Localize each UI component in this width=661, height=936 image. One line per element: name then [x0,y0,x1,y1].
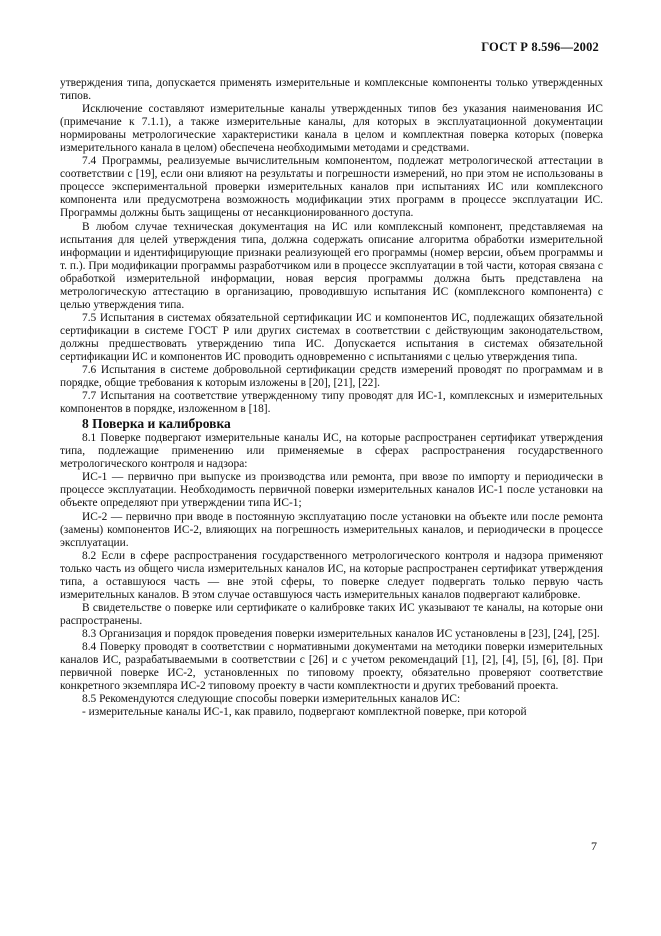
list-item: - измерительные каналы ИС-1, как правило, подвергают комплектной поверке, при которой [82,706,527,719]
document-header: ГОСТ Р 8.596—2002 [481,40,599,54]
section-heading: 8 Поверка и калибровка [82,416,231,432]
paragraph: ИС-2 — первично при вводе в постоянную эксплуатацию после установки на объекте или после ремонта (замены) компонентов ИС-2, влияющих на погрешность измерительных каналов, и периодически в процессе эксплуатации. [60,510,603,549]
paragraph: В свидетельстве о поверке или сертификате о калибровке таких ИС указывают те каналы, на которые они распространены. [60,601,603,627]
paragraph-8-2: 8.2 Если в сфере распространения государственного метрологического контроля и надзора применяют только часть из общего числа измерительных каналов ИС, на которые распространен сертификат утверждения типа, а оставшуюся часть — вне этой сферы, то поверке следует подвергать только первую часть измерительных каналов. В этом случае оставшуюся часть измерительных каналов подвергают калибровке. [60,549,603,601]
page-body [60,77,603,719]
paragraph-7-4: 7.4 Программы, реализуемые вычислительным компонентом, подлежат метрологической аттестации в соответствии с [19], если они влияют на результаты и погрешности измерений, но при этом не использованы в процессе экспериментальной проверки измерительных каналов при испытаниях ИС или комплексного компонента или предусмотрена возможность модификации этих программ в процессе эксплуатации ИС. Программы должны быть защищены от несанкционированного доступа. [60,155,603,220]
paragraph: ИС-1 — первично при выпуске из производства или ремонта, при ввозе по импорту и периодически в процессе эксплуатации. Необходимость первичной поверки измерительных каналов ИС-1 после установки на объекте определяют при утверждении типа ИС-1; [60,471,603,510]
paragraph-7-5: 7.5 Испытания в системах обязательной сертификации ИС и компонентов ИС, подлежащих обязательной сертификации в системе ГОСТ Р или других системах в соответствии с действующим законодательством, должны предшествовать утверждению типа ИС. Допускается испытания в системах обязательной сертификации ИС и компонентов ИС проводить одновременно с испытаниями с целью утверждения типа. [60,311,603,363]
paragraph: В любом случае техническая документация на ИС или комплексный компонент, представляемая на испытания для целей утверждения типа, должна содержать описание алгоритма обработки измерительной информации и идентифицирующие признаки реализующей его программы (номер версии, объем программы и т. п.). При модификации программы разработчиком или в процессе эксплуатации в той части, которая связана с обработкой измерительной информации, новая версия программы должна быть представлена на метрологическую аттестацию в организацию, проводившую испытания ИС (комплексного компонента) с целью утверждения типа. [60,220,603,311]
page-number: 7 [591,839,597,853]
paragraph-8-5: 8.5 Рекомендуются следующие способы поверки измерительных каналов ИС: [82,693,461,706]
paragraph-8-4: 8.4 Поверку проводят в соответствии с нормативными документами на методики поверки измерительных каналов ИС, разрабатываемыми в соответствии с [26] и с учетом рекомендаций [1], [2], [4], [5], [6], [8]. При первичной поверке ИС-2, установленных по типовому проекту, обязательно проверяют соответствие конкретного экземпляра ИС-2 типовому проекту в части комплектности и других требований проекта. [60,640,603,693]
paragraph-8-1: 8.1 Поверке подвергают измерительные каналы ИС, на которые распространен сертификат утверждения типа, подлежащие применению или применяемые в сферах распространения государственного метрологического контроля и надзора: [60,432,603,471]
paragraph-7-7: 7.7 Испытания на соответствие утвержденному типу проводят для ИС-1, комплексных и измерительных компонентов в порядке, изложенном в [18]. [60,390,603,416]
paragraph: Исключение составляют измерительные каналы утвержденных типов без указания наименования ИС (примечание к 7.1.1), а также измерительные каналы, для которых в эксплуатационной документации нормированы метрологические характеристики канала в целом и комплектная поверка которых (поверка измерительного канала в целом) обеспечена необходимыми методами и средствами. [60,103,603,155]
paragraph-8-3: 8.3 Организация и порядок проведения поверки измерительных каналов ИС установлены в [23], [24], [25]. [82,627,600,640]
paragraph: утверждения типа, допускается применять измерительные и комплексные компоненты только утвержденных типов. [60,77,603,103]
paragraph-7-6: 7.6 Испытания в системе добровольной сертификации средств измерений проводят по программам и в порядке, общие требования к которым изложены в [20], [21], [22]. [60,364,603,390]
